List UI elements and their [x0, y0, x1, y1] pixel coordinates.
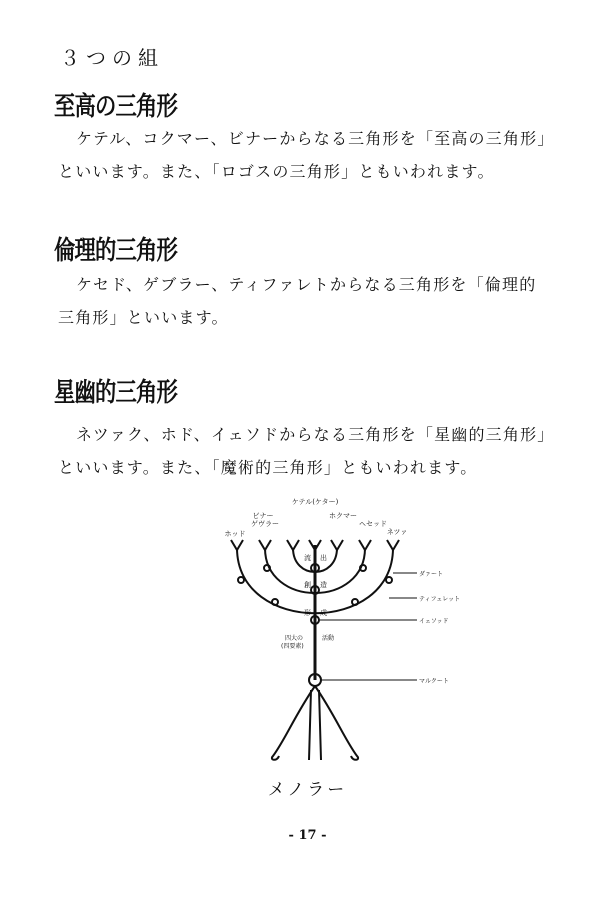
label-zou: 造 — [320, 581, 327, 589]
section-heading-astral-triangle: 星幽的三角形 — [54, 378, 178, 408]
label-yousou: (四要素) — [281, 643, 304, 650]
paragraph-line: ネツァク、ホド、イェソドからなる三角形を「星幽的三角形」 — [76, 425, 555, 444]
label-tiferet: ティフェレット — [419, 596, 461, 603]
label-gevurah: ゲヴラー — [251, 520, 279, 528]
label-keter: ケテル(ケター) — [291, 498, 339, 506]
label-chesed: ヘセッド — [359, 520, 387, 528]
paragraph-line: といいます。また、「ロゴスの三角形」ともいわれます。 — [58, 162, 495, 181]
paragraph-line: ケセド、ゲブラー、ティファレトからなる三角形を「倫理的 — [76, 275, 537, 294]
section-paragraph-supreme-triangle — [58, 122, 578, 188]
menorah-drawing — [231, 540, 417, 760]
label-malkuth: マルクート — [419, 678, 449, 685]
paragraph-line: ケテル、コクマー、ビナーからなる三角形を「至高の三角形」 — [76, 129, 555, 148]
label-ryu: 流 — [304, 554, 311, 562]
paragraph-line: 三角形」といいます。 — [58, 308, 229, 327]
label-yesod: イェソッド — [419, 618, 449, 625]
paragraph-line: といいます。また、「魔術的三角形」ともいわれます。 — [58, 458, 478, 477]
chapter-title: ３つの組 — [60, 46, 164, 70]
label-chokmah: ホクマー — [329, 512, 357, 520]
label-hod: ホッド — [224, 530, 246, 538]
label-shidai: 四大の — [285, 635, 304, 642]
menorah-diagram — [215, 490, 475, 770]
section-heading-ethical-triangle: 倫理的三角形 — [54, 236, 178, 266]
section-paragraph-ethical-triangle — [58, 268, 578, 334]
section-heading-supreme-triangle: 至高の三角形 — [54, 92, 178, 122]
page-number: - 17 - — [288, 828, 327, 843]
label-sou: 創 — [304, 581, 311, 589]
label-shutsu: 出 — [320, 554, 327, 562]
section-paragraph-astral-triangle — [58, 418, 578, 484]
label-katsudou: 活動 — [322, 635, 335, 642]
figure-caption: メノラー — [267, 780, 348, 800]
label-netzach: ネツァ — [386, 528, 408, 536]
label-sei: 成 — [320, 609, 327, 617]
label-daat: ダァート — [419, 571, 444, 578]
label-kei: 形 — [304, 609, 311, 617]
label-binah: ビナー — [252, 512, 274, 520]
